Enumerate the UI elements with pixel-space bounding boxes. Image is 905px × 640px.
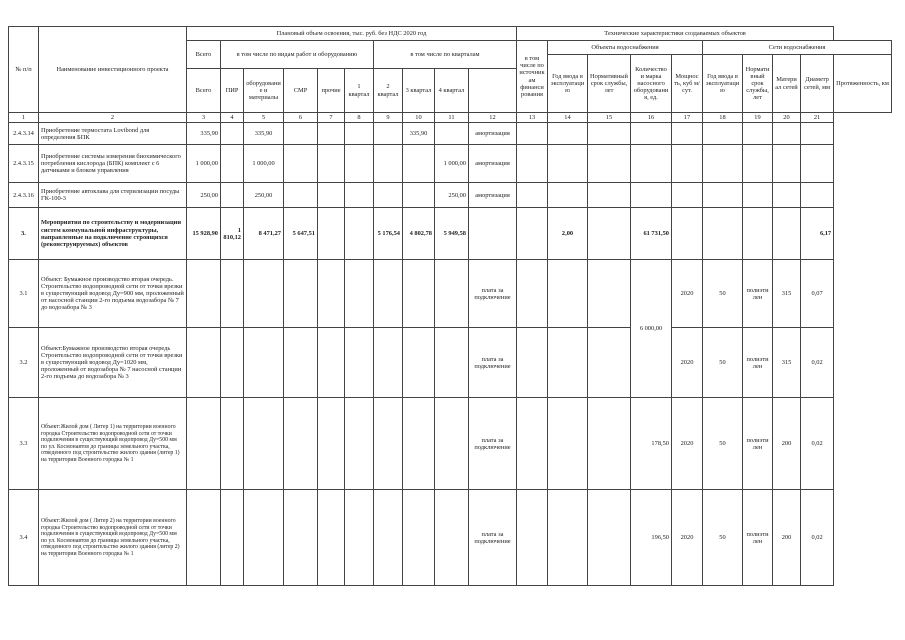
- cell-total: [187, 490, 221, 586]
- cell-obj-power: [631, 145, 672, 183]
- row-name: Мероприятия по строительству и модернизации систем коммунальной инфраструктуры, направленные на подключение строящихся (реконструируемых) объектов: [39, 208, 187, 260]
- cell-obj-power-merged: 6 000,00: [631, 260, 672, 398]
- cell-q3: [403, 490, 435, 586]
- cell-other: [318, 123, 345, 145]
- cell-smr: [284, 145, 318, 183]
- cell-q4: 250,00: [435, 183, 469, 208]
- col-index: 17: [672, 113, 703, 123]
- header-equip: оборудование и материалы: [244, 69, 284, 113]
- cell-q1: [345, 260, 374, 328]
- col-index: 13: [517, 113, 548, 123]
- cell-q4: [435, 398, 469, 490]
- table-row: [9, 260, 892, 328]
- cell-equip: 8 471,27: [244, 208, 284, 260]
- cell-smr: [284, 260, 318, 328]
- col-index: 1: [9, 113, 39, 123]
- col-index: 6: [284, 113, 318, 123]
- cell-net-life: [703, 123, 743, 145]
- cell-obj-year: [517, 260, 548, 328]
- cell-obj-year: [517, 183, 548, 208]
- cell-other: [318, 183, 345, 208]
- cell-obj-life: [548, 183, 588, 208]
- cell-obj-life: 2,00: [548, 208, 588, 260]
- cell-q1: [345, 123, 374, 145]
- cell-net-len: [801, 123, 834, 145]
- cell-obj-life: [548, 398, 588, 490]
- col-index: 9: [374, 113, 403, 123]
- row-num: 2.4.3.15: [9, 145, 39, 183]
- cell-pir: [221, 145, 244, 183]
- header-q2: 2 квартал: [374, 69, 403, 113]
- table-row: [9, 328, 892, 398]
- cell-net-len: 0,07: [801, 260, 834, 328]
- header-name: Наименование инвестиционного проекта: [39, 27, 187, 113]
- cell-smr: [284, 328, 318, 398]
- header-by-work: в том числе по видам работ и оборудованию: [221, 41, 374, 69]
- cell-net-len: 0,02: [801, 328, 834, 398]
- header-fin-src: в том числе по источникам финансирования: [517, 41, 548, 113]
- header-net-len: Протяженность, км: [834, 55, 892, 113]
- cell-obj-life: [548, 145, 588, 183]
- cell-q2: 5 176,54: [374, 208, 403, 260]
- cell-q1: [345, 490, 374, 586]
- cell-q1: [345, 208, 374, 260]
- cell-net-year: 2020: [672, 490, 703, 586]
- col-index: 3: [187, 113, 221, 123]
- cell-fin: амортизация: [469, 145, 517, 183]
- cell-q2: [374, 260, 403, 328]
- cell-q3: [403, 260, 435, 328]
- cell-obj-year: [517, 328, 548, 398]
- cell-net-diam: [773, 145, 801, 183]
- cell-net-life: 50: [703, 398, 743, 490]
- col-index: 15: [588, 113, 631, 123]
- cell-obj-power: 178,50: [631, 398, 672, 490]
- cell-obj-qty: [588, 183, 631, 208]
- header-tech: Технические характеристики создаваемых объектов: [517, 27, 834, 41]
- cell-obj-life: [548, 260, 588, 328]
- cell-obj-qty: [588, 328, 631, 398]
- cell-q3: [403, 328, 435, 398]
- row-num: 3.3: [9, 398, 39, 490]
- header-by-quarter: в том числе по кварталам: [374, 41, 517, 69]
- cell-net-mat: полиэтилен: [743, 490, 773, 586]
- cell-q2: [374, 328, 403, 398]
- cell-equip: [244, 490, 284, 586]
- cell-net-year: 2020: [672, 328, 703, 398]
- cell-q3: [403, 398, 435, 490]
- cell-obj-year: [517, 145, 548, 183]
- cell-net-mat: [743, 183, 773, 208]
- row-num: 3.4: [9, 490, 39, 586]
- cell-total: [187, 260, 221, 328]
- cell-fin: плата за подключение: [469, 328, 517, 398]
- cell-q1: [345, 398, 374, 490]
- cell-net-diam: [773, 208, 801, 260]
- header-q3: 3 квартал: [403, 69, 435, 113]
- cell-net-year: [672, 123, 703, 145]
- header-net-mat: Материал сетей: [773, 55, 801, 113]
- cell-q4: 5 949,58: [435, 208, 469, 260]
- cell-equip: 250,00: [244, 183, 284, 208]
- row-num: 2.4.3.16: [9, 183, 39, 208]
- cell-pir: [221, 398, 244, 490]
- header-net-year: Год ввода в эксплуатацию: [703, 55, 743, 113]
- header-obj-life: Нормативный срок службы, лет: [588, 55, 631, 113]
- cell-pir: 1 810,12: [221, 208, 244, 260]
- cell-net-diam: [773, 123, 801, 145]
- cell-obj-power: 196,50: [631, 490, 672, 586]
- cell-obj-qty: [588, 490, 631, 586]
- cell-pir: [221, 260, 244, 328]
- cell-pir: [221, 123, 244, 145]
- row-name: Объект: Бумажное производство вторая очередь. Строительство водопроводной сети от точки врезки в существующий водовод Ду=900 мм, проложенный от насосной станции 2-го подъема водозабора № 7 до водозабора № 3: [39, 260, 187, 328]
- col-index: 19: [743, 113, 773, 123]
- header-num: № п/п: [9, 27, 39, 113]
- cell-q1: [345, 145, 374, 183]
- cell-equip: [244, 260, 284, 328]
- row-name: Приобретение системы измерения биохимического потребления кислорода (БПК) комплект с 6 датчиками и блоком управления: [39, 145, 187, 183]
- row-num: 3.: [9, 208, 39, 260]
- cell-q4: 1 000,00: [435, 145, 469, 183]
- cell-net-diam: 315: [773, 328, 801, 398]
- row-num: 2.4.3.14: [9, 123, 39, 145]
- cell-net-mat: [743, 145, 773, 183]
- cell-equip: [244, 328, 284, 398]
- cell-q2: [374, 490, 403, 586]
- cell-net-life: 50: [703, 328, 743, 398]
- cell-pir: [221, 183, 244, 208]
- row-name: Объект:Жилой дом ( Литер 2) на территории военного городка Строительство водопроводной сети от точки подключения в существующий водопровод Ду=500 мм по ул. Космонавтов до границы земельного участка, отведенного под строительство жилого здания (литер 2) на территории Военного городка № 1: [39, 490, 187, 586]
- cell-net-mat: [743, 123, 773, 145]
- row-num: 3.1: [9, 260, 39, 328]
- header-networks: Сети водоснабжения: [703, 41, 892, 55]
- cell-obj-power: [631, 123, 672, 145]
- row-num: 3.2: [9, 328, 39, 398]
- col-index: 8: [345, 113, 374, 123]
- cell-obj-life: [548, 328, 588, 398]
- cell-q3: 4 802,78: [403, 208, 435, 260]
- cell-fin: плата за подключение: [469, 398, 517, 490]
- cell-net-diam: 315: [773, 260, 801, 328]
- header-volume: Плановый объем освоения, тыс. руб. без НДС 2020 год: [187, 27, 517, 41]
- row-name: Объект:Бумажное производство вторая очередь Строительство водопроводной сети от точки врезки в существующий водовод Ду=1020 мм, проложенный от водозабора № 7 насосной станции 2-го подъема до водозабора № 3: [39, 328, 187, 398]
- table-row: [9, 398, 892, 490]
- cell-obj-qty: [588, 145, 631, 183]
- cell-q2: [374, 145, 403, 183]
- table-row: [9, 145, 892, 183]
- cell-net-mat: [743, 208, 773, 260]
- cell-q4: [435, 328, 469, 398]
- col-index: 10: [403, 113, 435, 123]
- cell-obj-life: [548, 123, 588, 145]
- header-q1: 1 квартал: [345, 69, 374, 113]
- cell-net-year: [672, 183, 703, 208]
- cell-net-mat: полиэтилен: [743, 328, 773, 398]
- cell-q2: [374, 183, 403, 208]
- cell-fin: амортизация: [469, 123, 517, 145]
- cell-equip: 1 000,00: [244, 145, 284, 183]
- header-pir: ПИР: [221, 69, 244, 113]
- cell-obj-qty: [588, 260, 631, 328]
- cell-obj-qty: [588, 208, 631, 260]
- col-index: 2: [39, 113, 187, 123]
- cell-net-life: 50: [703, 260, 743, 328]
- header-total: Всего: [187, 41, 221, 69]
- cell-net-mat: полиэтилен: [743, 398, 773, 490]
- cell-total: [187, 398, 221, 490]
- col-index: 18: [703, 113, 743, 123]
- col-index: 5: [244, 113, 284, 123]
- cell-net-diam: 200: [773, 398, 801, 490]
- cell-obj-year: [517, 208, 548, 260]
- col-index: 7: [318, 113, 345, 123]
- cell-fin: плата за подключение: [469, 490, 517, 586]
- col-index: 11: [435, 113, 469, 123]
- cell-fin: [469, 208, 517, 260]
- header-obj-power: Мощность, куб м/ сут.: [672, 55, 703, 113]
- row-name: Объект:Жилой дом ( Литер 1) на территории военного городка Строительство водопроводной сети от точки подключения в существующий водопровод Ду=500 мм по ул. Космонавтов до границы земельного участка, отведенного под строительство жилого здания (литер 1) на территории Военного городка № 1: [39, 398, 187, 490]
- header-obj-year: Год ввода в эксплуатацию: [548, 55, 588, 113]
- col-index: 12: [469, 113, 517, 123]
- cell-other: [318, 398, 345, 490]
- cell-obj-year: [517, 398, 548, 490]
- cell-net-len: [801, 145, 834, 183]
- cell-obj-year: [517, 490, 548, 586]
- cell-other: [318, 328, 345, 398]
- cell-net-mat: полиэтилен: [743, 260, 773, 328]
- cell-net-diam: [773, 183, 801, 208]
- header-obj-qty: Количество и марка насосного оборудования, ед.: [631, 55, 672, 113]
- cell-other: [318, 260, 345, 328]
- cell-q2: [374, 123, 403, 145]
- cell-smr: [284, 490, 318, 586]
- table-row-section: [9, 208, 892, 260]
- header-other: прочие: [318, 69, 345, 113]
- header-total2: Всего: [187, 69, 221, 113]
- cell-other: [318, 208, 345, 260]
- cell-net-life: [703, 208, 743, 260]
- cell-smr: [284, 398, 318, 490]
- cell-net-year: [672, 208, 703, 260]
- cell-smr: 5 647,51: [284, 208, 318, 260]
- row-name: Приобретение автоклава для стерилизации посуды ГК-100-3: [39, 183, 187, 208]
- col-index: 20: [773, 113, 801, 123]
- cell-pir: [221, 490, 244, 586]
- cell-q4: [435, 260, 469, 328]
- table-row: [9, 490, 892, 586]
- cell-q3: 335,90: [403, 123, 435, 145]
- cell-net-len: 6,17: [801, 208, 834, 260]
- cell-q3: [403, 183, 435, 208]
- cell-obj-qty: [588, 123, 631, 145]
- cell-net-year: [672, 145, 703, 183]
- cell-obj-year: [517, 123, 548, 145]
- header-q4: 4 квартал: [435, 69, 469, 113]
- col-index: 21: [801, 113, 834, 123]
- column-index-row: [9, 113, 892, 123]
- col-index: 14: [548, 113, 588, 123]
- cell-smr: [284, 183, 318, 208]
- cell-other: [318, 490, 345, 586]
- cell-q2: [374, 398, 403, 490]
- cell-net-len: 0,02: [801, 398, 834, 490]
- cell-fin: плата за подключение: [469, 260, 517, 328]
- cell-equip: 335,90: [244, 123, 284, 145]
- cell-q4: [435, 123, 469, 145]
- cell-obj-life: [548, 490, 588, 586]
- header-smr: СМР: [284, 69, 318, 113]
- row-name: Приобретение термостата Lovibond для определения БПК: [39, 123, 187, 145]
- cell-net-len: 0,02: [801, 490, 834, 586]
- table-row: [9, 123, 892, 145]
- investment-table: [8, 26, 892, 586]
- cell-obj-power: 61 731,50: [631, 208, 672, 260]
- header-net-diam: Диаметр сетей, мм: [801, 55, 834, 113]
- cell-net-year: 2020: [672, 260, 703, 328]
- cell-pir: [221, 328, 244, 398]
- header-net-life: Нормативный срок службы, лет: [743, 55, 773, 113]
- cell-net-len: [801, 183, 834, 208]
- cell-net-year: 2020: [672, 398, 703, 490]
- cell-total: 1 000,00: [187, 145, 221, 183]
- col-index: 4: [221, 113, 244, 123]
- cell-obj-qty: [588, 398, 631, 490]
- cell-equip: [244, 398, 284, 490]
- cell-net-life: [703, 183, 743, 208]
- cell-smr: [284, 123, 318, 145]
- cell-fin: амортизация: [469, 183, 517, 208]
- cell-other: [318, 145, 345, 183]
- cell-total: 15 928,90: [187, 208, 221, 260]
- cell-net-life: [703, 145, 743, 183]
- cell-q4: [435, 490, 469, 586]
- cell-q3: [403, 145, 435, 183]
- cell-total: 250,00: [187, 183, 221, 208]
- cell-net-life: 50: [703, 490, 743, 586]
- cell-total: 335,90: [187, 123, 221, 145]
- col-index: 16: [631, 113, 672, 123]
- cell-total: [187, 328, 221, 398]
- cell-q1: [345, 328, 374, 398]
- header-objects: Объекты водоснабжения: [548, 41, 703, 55]
- cell-q1: [345, 183, 374, 208]
- cell-net-diam: 200: [773, 490, 801, 586]
- table-row: [9, 183, 892, 208]
- cell-obj-power: [631, 183, 672, 208]
